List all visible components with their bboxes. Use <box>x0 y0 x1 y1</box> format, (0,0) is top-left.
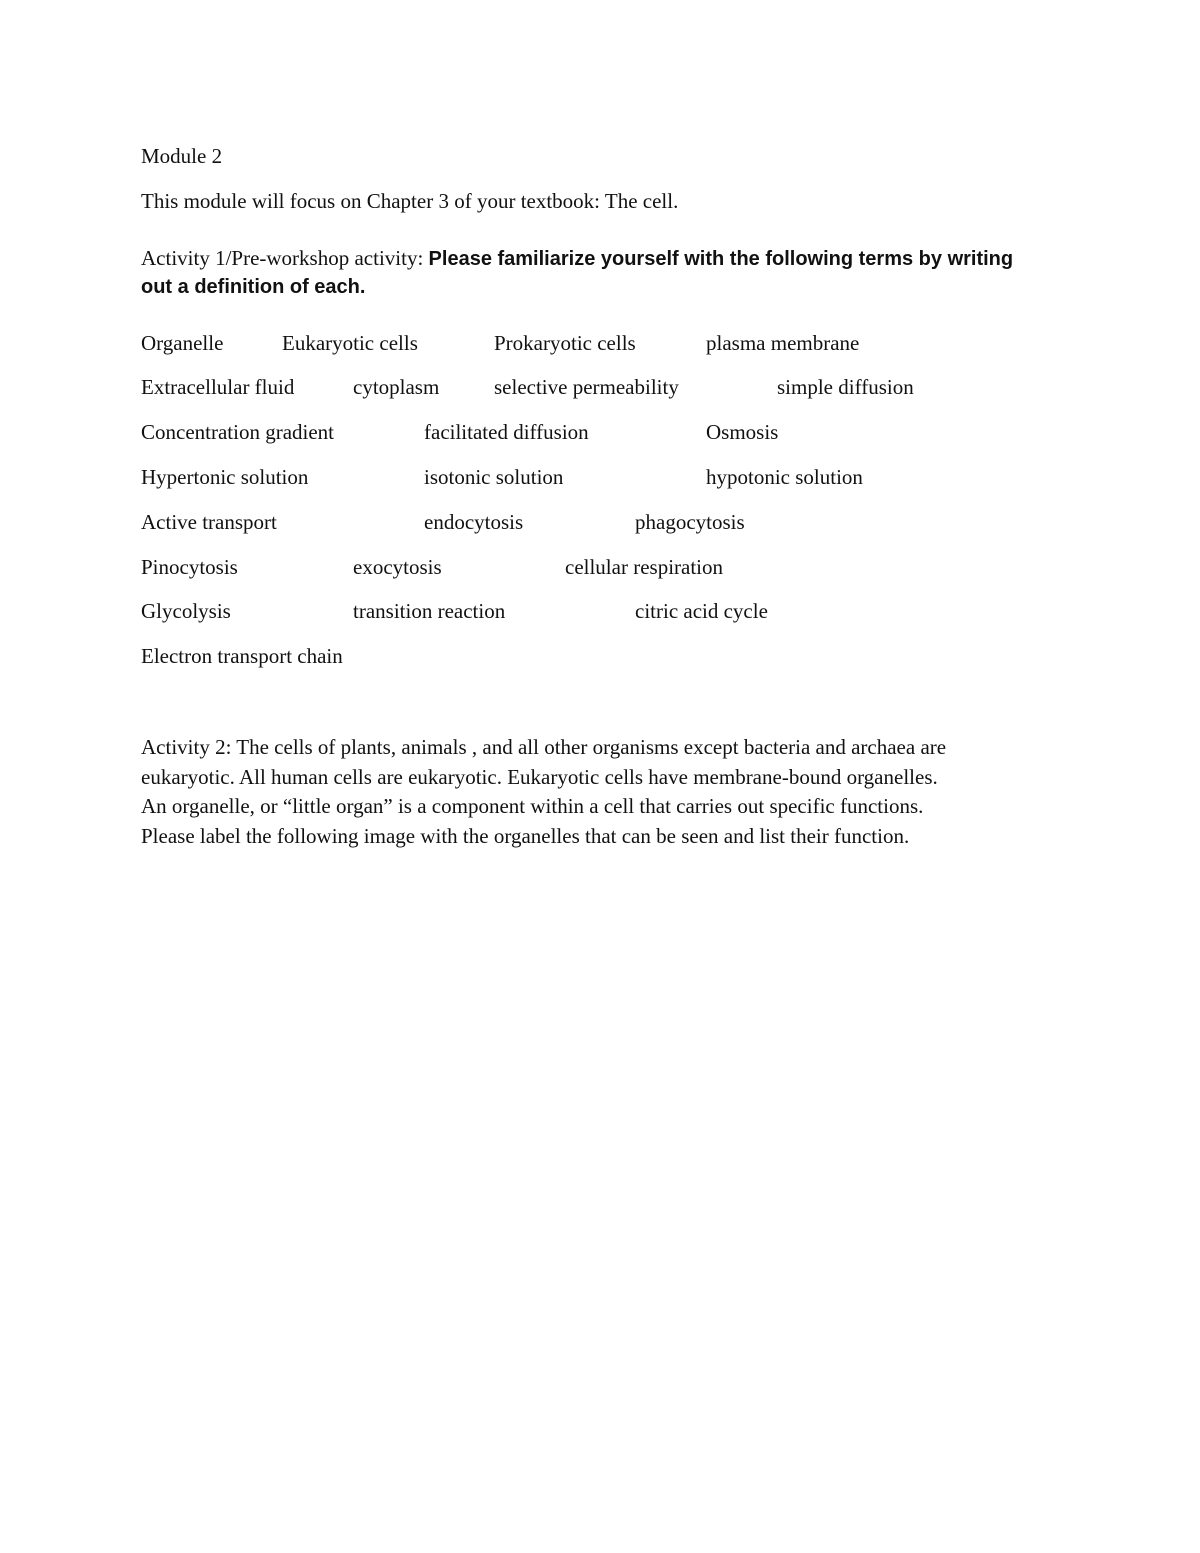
term-simple-diffusion: simple diffusion <box>777 375 914 399</box>
term-facilitated-diffusion: facilitated diffusion <box>424 420 589 444</box>
term-concentration-gradient: Concentration gradient <box>141 420 335 444</box>
term-pinocytosis: Pinocytosis <box>141 555 238 579</box>
activity2-line1: Activity 2: The cells of plants, animals , and all other organisms except bacteria and archaea are <box>141 735 947 759</box>
term-extracellular-fluid: Extracellular fluid <box>141 375 295 399</box>
activity1-label: Activity 1/Pre-workshop activity: <box>141 246 429 270</box>
term-osmosis: Osmosis <box>706 420 779 444</box>
module-title: Module 2 <box>141 144 223 168</box>
term-selective-permeability: selective permeability <box>494 375 679 399</box>
term-hypotonic-solution: hypotonic solution <box>706 465 863 489</box>
activity2-line2: eukaryotic. All human cells are eukaryotic. Eukaryotic cells have membrane-bound organelles. <box>141 764 938 789</box>
term-phagocytosis: phagocytosis <box>635 510 745 534</box>
term-transition-reaction: transition reaction <box>353 599 506 623</box>
term-organelle: Organelle <box>141 331 224 355</box>
term-active-transport: Active transport <box>141 510 277 534</box>
term-exocytosis: exocytosis <box>353 555 442 579</box>
term-eukaryotic-cells: Eukaryotic cells <box>282 331 418 355</box>
intro-text: This module will focus on Chapter 3 of your textbook: The cell. <box>141 189 679 213</box>
activity1-instruction-line2: out a definition of each. <box>141 276 366 298</box>
term-electron-transport-chain: Electron transport chain <box>141 644 343 668</box>
activity2-paragraph <box>141 733 1071 851</box>
activity2-line4: Please label the following image with the organelles that can be seen and list their function. <box>141 823 910 848</box>
activity2-line3: An organelle, or “little organ” is a component within a cell that carries out specific functions. <box>141 794 924 818</box>
activity1-instruction-line1: Please familiarize yourself with the following terms by writing <box>428 248 1014 270</box>
activity1-heading <box>141 244 1013 274</box>
term-cytoplasm: cytoplasm <box>353 375 440 399</box>
term-cellular-respiration: cellular respiration <box>565 555 724 579</box>
term-glycolysis: Glycolysis <box>141 599 231 623</box>
term-prokaryotic-cells: Prokaryotic cells <box>494 331 636 355</box>
term-citric-acid-cycle: citric acid cycle <box>635 599 768 623</box>
term-isotonic-solution: isotonic solution <box>424 465 564 489</box>
term-endocytosis: endocytosis <box>424 510 524 534</box>
term-plasma-membrane: plasma membrane <box>706 331 860 355</box>
term-hypertonic-solution: Hypertonic solution <box>141 465 309 489</box>
